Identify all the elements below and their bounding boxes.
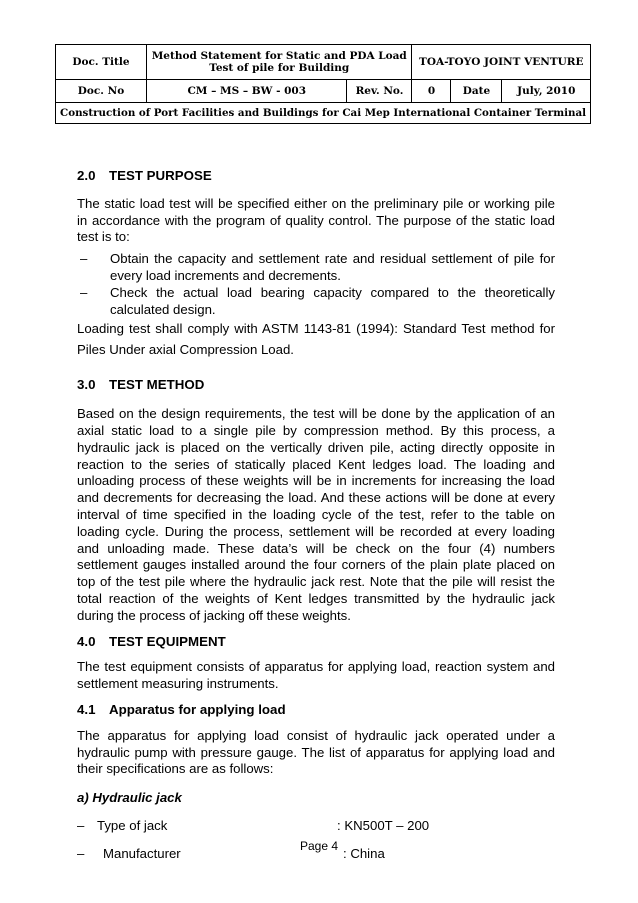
section-heading-apparatus bbox=[77, 702, 555, 719]
paragraph: The apparatus for applying load consist of hydraulic jack operated under a hydraulic pump with pressure gauge. The list of apparatus for applying load and their specifications are as follows: bbox=[77, 727, 555, 777]
project-title: Construction of Port Facilities and Buildings for Cai Mep International Container Terminal bbox=[56, 103, 591, 124]
paragraph: The test equipment consists of apparatus for applying load, reaction system and settlement measuring instruments. bbox=[77, 659, 555, 692]
section-number: 2.0 bbox=[77, 168, 96, 183]
bullet-dash: – bbox=[77, 817, 85, 833]
section-title: TEST METHOD bbox=[109, 377, 205, 393]
bullet-dash: – bbox=[77, 845, 85, 861]
section-title: Apparatus for applying load bbox=[109, 701, 286, 717]
spec-key: Type of jack bbox=[97, 817, 168, 833]
section-number: 4.1 bbox=[77, 701, 96, 717]
section-title: TEST EQUIPMENT bbox=[109, 633, 226, 649]
section-heading-test-method bbox=[77, 377, 555, 394]
company-name: TOA-TOYO JOINT VENTURE bbox=[412, 45, 591, 80]
doc-no-label: Doc. No bbox=[56, 80, 147, 103]
spec-value: : China bbox=[343, 845, 385, 861]
section-heading-test-purpose bbox=[77, 168, 555, 185]
spec-key: Manufacturer bbox=[103, 845, 181, 861]
section-number: 4.0 bbox=[77, 633, 96, 649]
section-number: 3.0 bbox=[77, 377, 96, 393]
spec-row bbox=[77, 818, 555, 835]
rev-no-value: 0 bbox=[412, 80, 451, 103]
sub-heading: a) Hydraulic jack bbox=[77, 790, 182, 806]
date-label: Date bbox=[451, 80, 502, 103]
document-header-table bbox=[55, 44, 591, 124]
doc-title-label: Doc. Title bbox=[56, 45, 147, 80]
bullet-dash: – bbox=[80, 284, 88, 300]
rev-no-label: Rev. No. bbox=[347, 80, 412, 103]
bullet-item bbox=[77, 251, 555, 285]
doc-title-value: Method Statement for Static and PDA Load Test of pile for Building bbox=[147, 45, 412, 80]
spec-value: : KN500T – 200 bbox=[337, 817, 430, 833]
page-number: Page 4 bbox=[299, 839, 339, 853]
bullet-item bbox=[77, 285, 555, 319]
section-heading-test-equipment bbox=[77, 634, 555, 651]
date-value: July, 2010 bbox=[502, 80, 591, 103]
paragraph: Based on the design requirements, the test will be done by the application of an axial static load to a single pile by compression method. By this process, a hydraulic jack is placed on the vertically driven pile, acting directly opposite in reaction to the series of statically placed Kent ledges load. The loading and unloading process of these weights will be in increments for increasing the load and decrements for decreasing the load. And these actions will be done at every interval of time specified in the loading cycle of the test, refer to the table on loading cycle. During the process, settlement will be recorded at every loading and unloading made. These data’s will be check on the four (4) numbers settlement gauges installed around the four corners of the plain plate placed on top of the test pile where the hydraulic jack rest. Note that the pile will resist the total reaction of the weights of Kent ledges transmitted by the hydraulic jack during the process of jacking off these weights. bbox=[77, 406, 555, 623]
doc-no-value: CM – MS – BW - 003 bbox=[147, 80, 347, 103]
document-body bbox=[77, 168, 555, 863]
bullet-text: Obtain the capacity and settlement rate and residual settlement of pile for every load increments and decrements. bbox=[110, 251, 555, 283]
paragraph: Loading test shall comply with ASTM 1143-81 (1994): Standard Test method for Piles Under axial Compression Load. bbox=[77, 321, 555, 358]
bullet-text: Check the actual load bearing capacity compared to the theoretically calculated design. bbox=[110, 284, 555, 317]
paragraph: The static load test will be specified either on the preliminary pile or working pile in accordance with the program of quality control. The purpose of the static load test is to: bbox=[77, 195, 555, 245]
section-title: TEST PURPOSE bbox=[109, 168, 212, 183]
bullet-dash: – bbox=[80, 251, 88, 267]
